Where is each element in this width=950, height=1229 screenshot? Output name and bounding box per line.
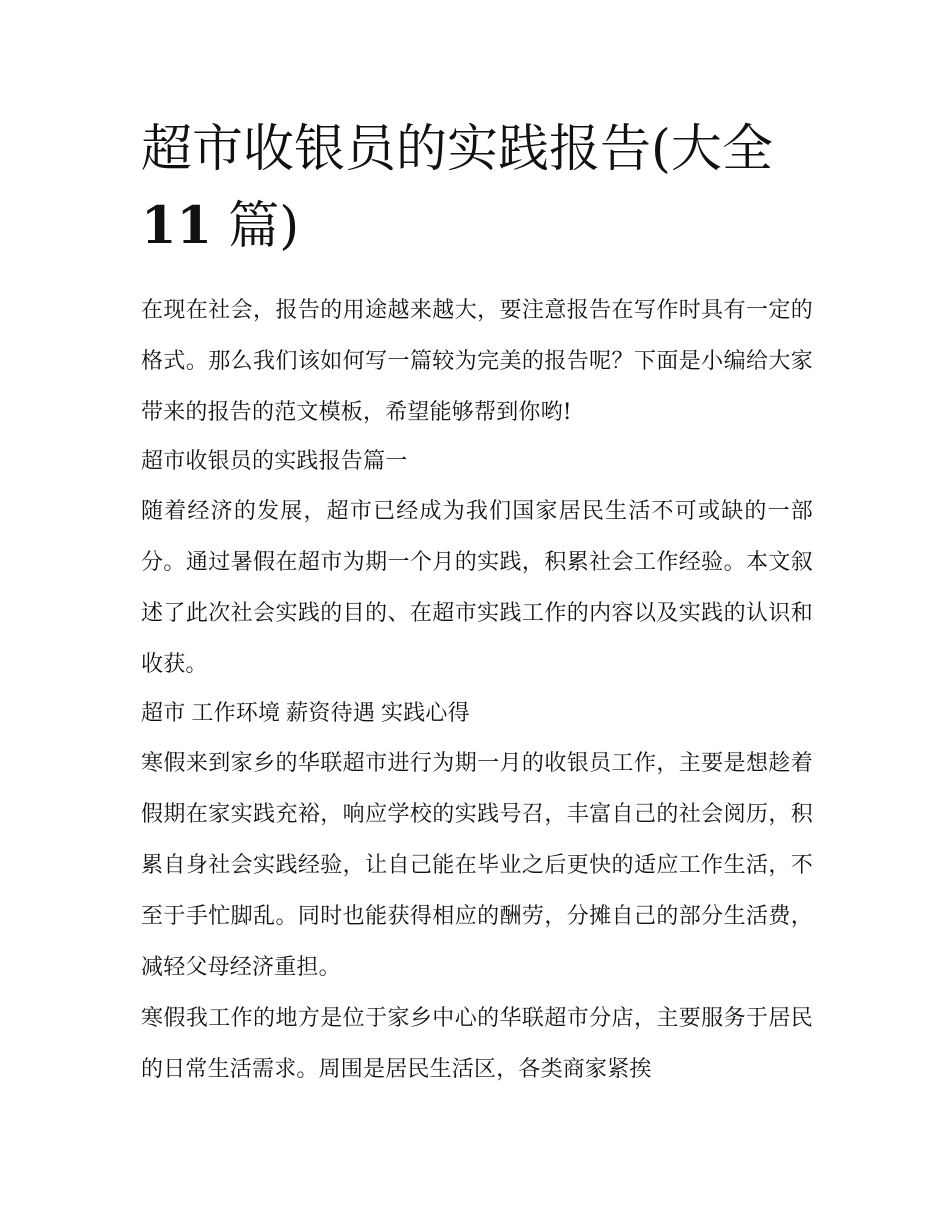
title-suffix: 篇) (211, 197, 300, 256)
document-body (141, 112, 813, 1095)
keyword: 工作环境 (191, 701, 281, 726)
body-paragraph: 寒假来到家乡的华联超市进行为期一月的收银员工作，主要是想趁着假期在家实践充裕，响应学校的实践号召，丰富自己的社会阅历，积累自身社会实践经验，让自己能在毕业之后更快的适应工作生活，不至于手忙脚乱。同时也能获得相应的酬劳，分摊自己的部分生活费，减轻父母经济重担。 (141, 751, 813, 980)
section-heading: 超市收银员的实践报告篇一 (141, 449, 408, 474)
keyword: 薪资待遇 (286, 701, 376, 726)
document-title (141, 112, 813, 265)
keyword: 超市 (141, 701, 186, 726)
intro-paragraph: 在现在社会，报告的用途越来越大，要注意报告在写作时具有一定的格式。那么我们该如何写一篇较为完美的报告呢？下面是小编给大家带来的报告的范文模板，希望能够帮到你哟! (141, 298, 813, 425)
body-paragraph: 寒假我工作的地方是位于家乡中心的华联超市分店，主要服务于居民的日常生活需求。周围是居民生活区，各类商家紧挨 (141, 1006, 813, 1082)
abstract-paragraph: 随着经济的发展，超市已经成为我们国家居民生活不可或缺的一部分。通过暑假在超市为期一个月的实践，积累社会工作经验。本文叙述了此次社会实践的目的、在超市实践工作的内容以及实践的认识和收获。 (141, 499, 813, 677)
keyword: 实践心得 (381, 701, 470, 726)
title-count: 11 (141, 196, 212, 256)
keywords-line (141, 690, 813, 738)
title-text: 超市收银员的实践报告(大全 (141, 120, 773, 179)
